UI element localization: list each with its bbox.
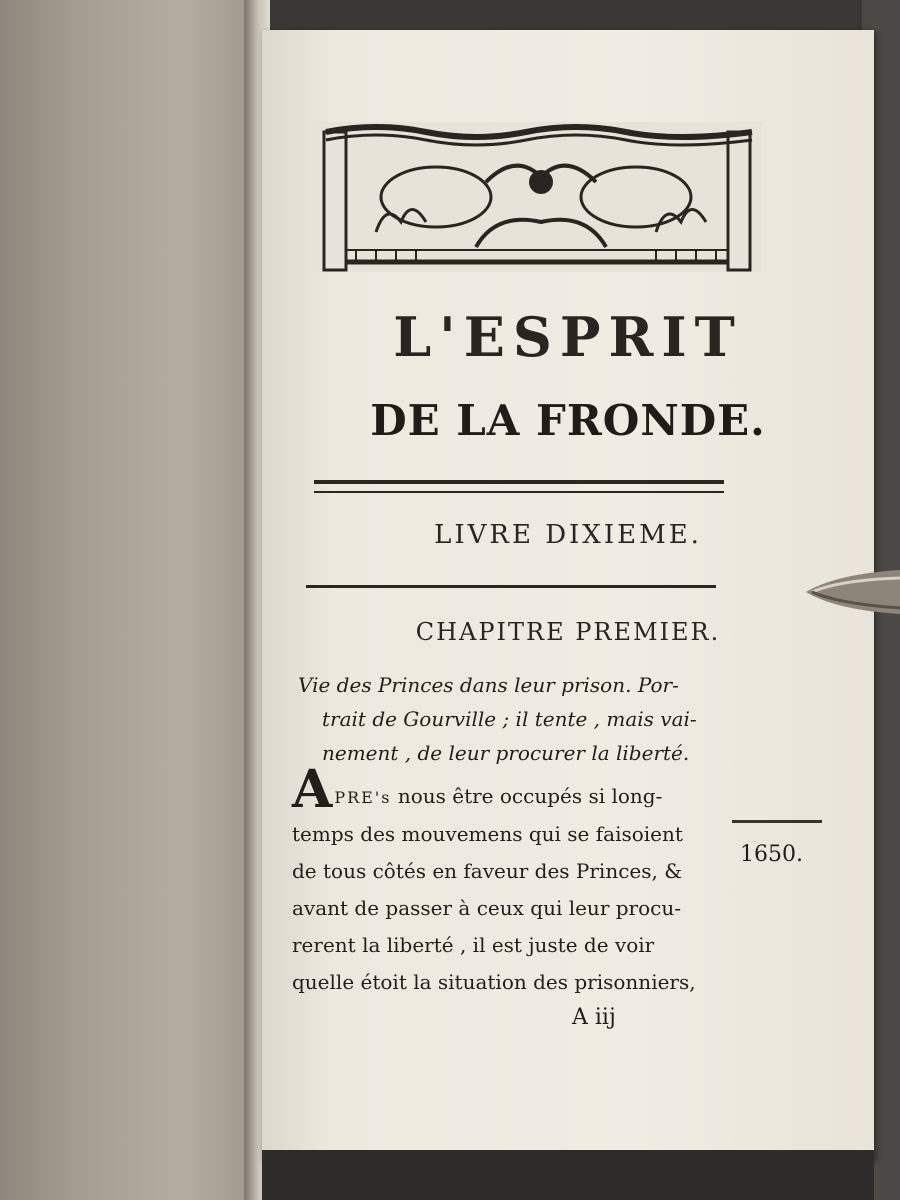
summary-line: Vie des Princes dans leur prison. Por- [298,673,679,697]
chapter-rule [306,585,716,588]
small-caps-word: PRE's [334,788,392,807]
engraved-headpiece-ornament [316,122,762,272]
first-line-text: nous être occupés si long- [397,784,663,808]
title-line-1: L'ESPRIT [393,305,743,369]
drop-cap: A [292,759,333,820]
summary-line: nement , de leur procurer la liberté. [322,741,690,765]
double-rule-bottom [314,491,724,493]
chapter-heading: CHAPITRE PREMIER. [415,618,721,646]
summary-line: trait de Gourville ; il tente , mais vai- [322,707,697,731]
title-line-2: DE LA FRONDE. [370,396,766,445]
book-heading: LIVRE DIXIEME. [434,520,702,550]
facing-blank-page [0,0,262,1200]
chapter-summary [298,668,738,770]
signature-mark: A iij [572,1005,616,1030]
book-page [262,30,874,1160]
body-first-line [292,759,724,820]
double-rule-top [314,480,724,484]
body-line: rerent la liberté , il est juste de voir [292,933,655,957]
body-line: de tous côtés en faveur des Princes, & [292,859,683,883]
metal-pointer-icon [806,566,900,618]
margin-rule [732,820,822,823]
body-line: avant de passer à ceux qui leur procu- [292,896,681,920]
margin-year-note: 1650. [740,842,803,867]
page-shadow [262,1150,874,1200]
body-line: quelle étoit la situation des prisonniers, [292,970,696,994]
body-line: temps des mouvemens qui se faisoient [292,822,683,846]
body-text [292,759,724,1001]
